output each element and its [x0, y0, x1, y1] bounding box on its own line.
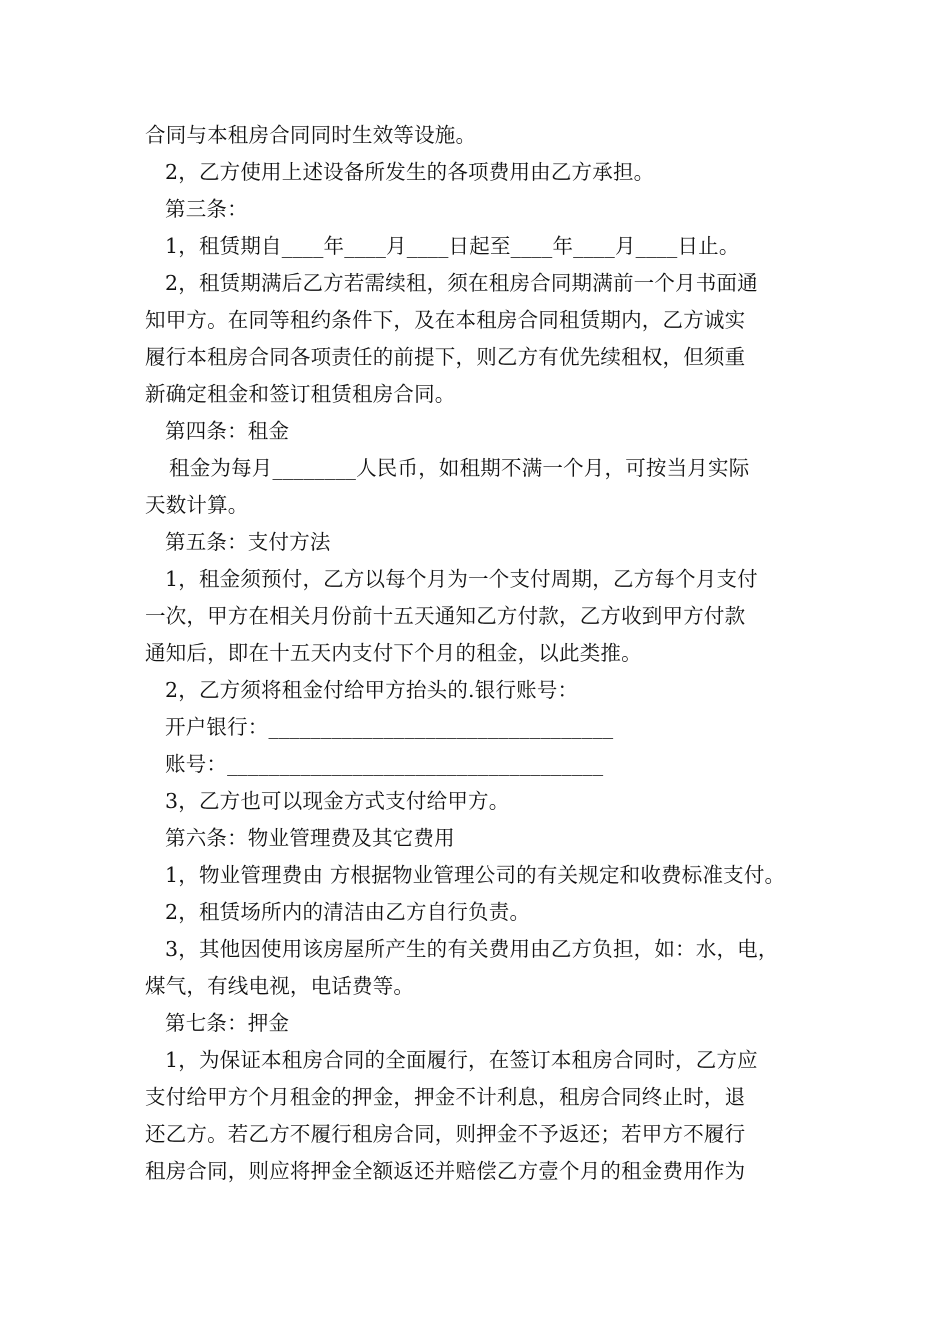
- text-line: 履行本租房合同各项责任的前提下，则乙方有优先续租权，但须重: [145, 345, 746, 369]
- text-line: 2，租赁期满后乙方若需续租，须在租房合同期满前一个月书面通: [165, 271, 758, 295]
- text-line: 租金为每月________人民币，如租期不满一个月，可按当月实际: [169, 456, 750, 480]
- account-number-field: 账号：____________________________________: [165, 752, 604, 776]
- section-heading: 第四条：租金: [165, 419, 290, 443]
- text-line: 2，乙方使用上述设备所发生的各项费用由乙方承担。: [165, 160, 655, 184]
- text-line: 2，乙方须将租金付给甲方抬头的.银行账号：: [165, 678, 579, 702]
- section-heading: 第五条：支付方法: [165, 530, 331, 554]
- text-line: 知甲方。在同等租约条件下，及在本租房合同租赁期内，乙方诚实: [145, 308, 746, 332]
- text-line: 1，租金须预付，乙方以每个月为一个支付周期，乙方每个月支付: [165, 567, 758, 591]
- bank-name-field: 开户银行：_________________________________: [165, 715, 614, 739]
- text-line: 新确定租金和签订租赁租房合同。: [145, 382, 456, 406]
- text-line: 一次，甲方在相关月份前十五天通知乙方付款，乙方收到甲方付款: [145, 604, 746, 628]
- section-heading: 第七条：押金: [165, 1011, 290, 1035]
- text-line: 煤气，有线电视，电话费等。: [145, 974, 415, 998]
- text-line: 3，其他因使用该房屋所产生的有关费用由乙方负担，如：水，电，: [165, 937, 779, 961]
- text-line: 天数计算。: [145, 493, 249, 517]
- text-line: 支付给甲方个月租金的押金，押金不计利息，租房合同终止时，退: [145, 1085, 746, 1109]
- document-page: [145, 117, 825, 1190]
- text-line: 3，乙方也可以现金方式支付给甲方。: [165, 789, 510, 813]
- section-heading: 第三条：: [165, 197, 248, 221]
- text-line: 通知后，即在十五天内支付下个月的租金，以此类推。: [145, 641, 642, 665]
- text-line: 租房合同，则应将押金全额返还并赔偿乙方壹个月的租金费用作为: [145, 1159, 746, 1183]
- text-line: 2，租赁场所内的清洁由乙方自行负责。: [165, 900, 531, 924]
- text-line: 合同与本租房合同同时生效等设施。: [145, 123, 477, 147]
- text-line: 1，物业管理费由 方根据物业管理公司的有关规定和收费标准支付。: [165, 863, 786, 887]
- text-line: 1，租赁期自____年____月____日起至____年____月____日止。: [165, 234, 740, 258]
- text-line: 1，为保证本租房合同的全面履行，在签订本租房合同时，乙方应: [165, 1048, 758, 1072]
- text-line: 还乙方。若乙方不履行租房合同，则押金不予返还；若甲方不履行: [145, 1122, 746, 1146]
- section-heading: 第六条：物业管理费及其它费用: [165, 826, 455, 850]
